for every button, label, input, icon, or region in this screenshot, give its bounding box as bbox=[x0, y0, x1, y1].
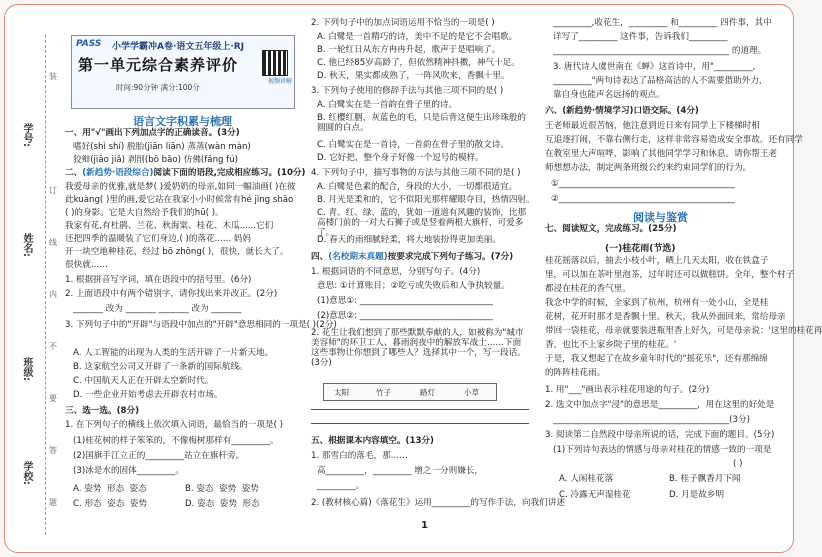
option[interactable]: B. 一轮红日从东方冉冉升起，歌声于是唱响了。 bbox=[317, 45, 501, 55]
answer-line[interactable]: (1)意思①: _______________________________ bbox=[317, 296, 493, 306]
question-1-title: 一、用"√"画出下列加点字的正确读音。(3分) bbox=[65, 128, 240, 138]
exam-sheet bbox=[4, 4, 822, 553]
exam-header bbox=[71, 35, 295, 109]
answer-line[interactable]: ②_________________________________________ bbox=[551, 194, 735, 204]
passage-line: 于是，我又想起了在故乡童年时代的"摇花乐"，还有那绵绵 bbox=[545, 354, 768, 364]
binding-mark: 要 bbox=[49, 394, 57, 403]
fill-line[interactable]: 高_________，_________ 增之一分则嫌长， bbox=[317, 466, 484, 476]
subquestion: 1. 根据拼音写字词，填在语段中的括号里。(6分) bbox=[65, 275, 252, 285]
option[interactable]: D. 它好把，整个身子好像一个逗号的模样。 bbox=[317, 153, 484, 163]
section-title: 语言文字积累与梳理 bbox=[133, 115, 232, 128]
option-word: 姿势 bbox=[241, 484, 259, 494]
question-2-title: 二、(新趋势·语段综合)阅读下面的语段,完成相应练习。(10分) bbox=[65, 168, 306, 178]
subquestion[interactable]: 2. 选文中加点字"浸"的意思是_________，用在这里的好处是 bbox=[545, 400, 775, 410]
school-label: 学校: bbox=[21, 461, 32, 485]
subquestion: 3. 下列句子中的"开辟"与语段中加点的"开辟"意思相同的一项是( )(2分) bbox=[65, 320, 337, 330]
option[interactable]: D. 秋天，果实都成熟了，一阵风吹来，香飘十里。 bbox=[317, 71, 510, 81]
word-choice[interactable]: 太阳 bbox=[334, 388, 349, 397]
page-title: 第一单元综合素养评价 bbox=[78, 56, 239, 74]
answer-line[interactable]: (2)意思②: _______________________________ bbox=[317, 311, 493, 321]
passage-line: 香，也比不上家乡院子里的桂花。' bbox=[545, 340, 677, 350]
binding-mark: 订 bbox=[49, 186, 57, 195]
word-choice-box bbox=[323, 383, 497, 401]
subquestion: 1. 根据词语的不同意思，分别写句子。(4分) bbox=[311, 267, 481, 277]
passage-end: 很快就…… bbox=[65, 260, 108, 270]
binding-line bbox=[45, 35, 46, 535]
subquestion: 2. 花生让我们想到了那些默默奉献的人，如被称为"城市美容师"的环卫工人、暮雨润夜中的解放军战士……下面这些事物让你想到了哪些人？选择其中一个，写一段话。(3分) bbox=[311, 328, 526, 368]
question-text: 靠自身也能声名远扬的观点。 bbox=[553, 90, 665, 100]
fill-line[interactable]: _________________________________________ 的道理。 bbox=[553, 46, 767, 56]
answer-rule[interactable] bbox=[311, 423, 529, 424]
option-word: 形态 bbox=[242, 499, 260, 509]
option[interactable]: A. 人工智能的出现为人类的生活开辟了一片新天地。 bbox=[73, 348, 274, 358]
option[interactable] bbox=[73, 500, 147, 510]
subquestion: 1. 在下列句子的横线上依次填入词语，最恰当的一项是( ) bbox=[65, 420, 284, 430]
option[interactable]: D. 春天的雨细腻轻柔，将大地装扮得更加美丽。 bbox=[317, 235, 501, 245]
fill-line[interactable]: _________,收花生，_________ 和_________ 四件事，其中 bbox=[553, 18, 772, 28]
passage-line: 我念中学的时候，全家到了杭州，杭州有一处小山，全是桂 bbox=[545, 298, 769, 308]
passage-line: 我家有花,有杜鹃、兰花、秋海棠、桂花、木瓜......它们 bbox=[65, 221, 274, 231]
option[interactable]: B. 桂子飘香月下闻 bbox=[669, 474, 741, 484]
option[interactable]: C. 中国航天人正在开辟太空新时代。 bbox=[73, 376, 214, 386]
option-word: 姿势 bbox=[219, 499, 237, 509]
question-4-text: 按要求完成下列句子练习。(7分) bbox=[387, 252, 514, 262]
word-choice[interactable]: 小草 bbox=[464, 388, 479, 397]
fill-line[interactable]: _________"两句诗表达了品格高洁的人不需要借助外力， bbox=[553, 76, 768, 86]
question-6-title: 六、(新趋势·情境学习)口语交际。(4分) bbox=[545, 106, 699, 116]
binding-mark: 答 bbox=[49, 446, 57, 455]
binding-mark: 装 bbox=[49, 72, 57, 81]
binding-mark: 线 bbox=[49, 238, 57, 247]
option[interactable]: C. 他已经85岁高龄了，但依然精神抖擞，神气十足。 bbox=[317, 58, 520, 68]
subquestion: 3. 阅读第二自然段中母亲所说的话，完成下面的题目。(5分) bbox=[545, 430, 775, 440]
option[interactable]: D. 一些企业开始考虑去开辟农村市场。 bbox=[73, 390, 223, 400]
answer-line[interactable]: _______ 改为 _______ _______ 改为 _______ bbox=[73, 304, 242, 314]
option-label: B. 姿态 bbox=[185, 484, 214, 494]
option[interactable] bbox=[73, 485, 147, 495]
option[interactable]: A. 人闲桂花落 bbox=[559, 474, 614, 484]
question-2-text: 阅读下面的语段,完成相应练习。(10分) bbox=[153, 168, 306, 178]
answer-bracket[interactable]: ( ) bbox=[733, 459, 743, 469]
binding-mark: 题 bbox=[49, 498, 57, 507]
question-4-title: 四、(名校期末真题)按要求完成下列句子练习。(7分) bbox=[311, 252, 514, 262]
series-title: 小学学霸冲A卷·语文五年级上·RJ bbox=[112, 42, 245, 52]
fill-line[interactable]: 2. (教材核心篇)《落花生》运用_________的写作手法，向我们讲述 bbox=[311, 498, 565, 508]
option[interactable]: C. 青、红、绿、蓝的，犹如一道道有风趣的装饰，比那高楼门前的一对大石狮子或是竖着两根大旗杆，可爱多了。 bbox=[317, 208, 527, 238]
option[interactable] bbox=[185, 485, 259, 495]
option-word: 姿态 bbox=[129, 484, 147, 494]
option-word: 形态 bbox=[106, 484, 125, 494]
option[interactable]: B. 这家航空公司又开辟了一条新的国际航线。 bbox=[73, 362, 248, 372]
question-3-title: 三、选一选。(8分) bbox=[65, 406, 139, 416]
page-number: 1 bbox=[421, 520, 428, 531]
qr-code-icon[interactable] bbox=[262, 50, 288, 76]
word-choice[interactable]: 路灯 bbox=[420, 388, 435, 397]
option[interactable]: D. 月是故乡明 bbox=[669, 490, 725, 500]
binding-mark: 内 bbox=[49, 290, 57, 299]
passage-line: ( )的身影。它是大自然给予我们的hū( )。 bbox=[65, 208, 224, 218]
question-tag: (新趋势·语段综合) bbox=[82, 168, 154, 178]
passage-line: 桂花摇落以后，抽去小枝小叶，晒上几天太阳，收在铁盒子 bbox=[545, 256, 769, 266]
fill-line[interactable]: 详写了_________ 这件事，告诉我们_________ bbox=[553, 32, 728, 42]
option[interactable] bbox=[185, 500, 260, 510]
question-5-title: 五、根据课本内容填空。(13分) bbox=[311, 436, 434, 446]
class-label: 班级: bbox=[21, 357, 32, 381]
context-line: 师想想办法，制定两条班级公约来约束同学们的行为。 bbox=[545, 163, 752, 173]
passage-line: 的阵阵桂花雨。 bbox=[545, 368, 606, 378]
qr-caption: 视频讲解 bbox=[267, 78, 292, 85]
student-number-label: 学号: bbox=[21, 123, 32, 147]
option-word: 姿势 bbox=[219, 484, 237, 494]
passage-line: 开一块空地种桂花，经过 bō zhǒng( )，很快，就长大了。 bbox=[65, 247, 289, 257]
name-label: 姓名: bbox=[21, 233, 32, 257]
context-line: 王老师最近很苦恼，他注意到近日来有同学上下楼梯时相 bbox=[545, 121, 760, 131]
option[interactable]: C. 冷露无声湿桂花 bbox=[559, 490, 631, 500]
passage-line: 里，可以加在茶叶里泡茶，过年时还可以做糕饼。全年，整个村子 bbox=[545, 270, 795, 280]
word-choice[interactable]: 竹子 bbox=[376, 388, 391, 397]
fill-line[interactable]: (1)桂花树的样子笨笨的，不像梅树那样有_________。 bbox=[73, 436, 279, 446]
question-text: 2. 下列句子中的加点词语运用不恰当的一项是( ) bbox=[311, 18, 495, 28]
question-text: 4. 下列句子中，描写事物的方法与其他三项不同的是( ) bbox=[311, 168, 521, 178]
question-1-row: 嗜好(shì shí) 脱胎(jiān liān) 蒸蒸(wàn màn) bbox=[73, 142, 251, 152]
option[interactable]: C. 白鹭实在是一首诗，一首韵在骨子里的散文诗。 bbox=[317, 140, 509, 150]
question-tag: (名校期末真题) bbox=[328, 252, 388, 262]
passage-line: 此kuàng( )里的画,爱它站在我家小小时候常有hé jìng shāo bbox=[65, 195, 294, 205]
fill-line[interactable]: _________。 bbox=[317, 481, 365, 491]
passage-title: (一)桂花雨(节选) bbox=[605, 244, 676, 254]
fill-line[interactable]: 1. 那雪白的落毛，那…… bbox=[311, 451, 408, 461]
passage-line: 花树，花开时那才是香飘十里。秋天，我从外面回来，常给母亲 bbox=[545, 312, 786, 322]
section-title: 阅读与鉴赏 bbox=[633, 211, 688, 224]
subquestion-item: 意思: ①计算账目；②吃亏或失败后和人争执较量。 bbox=[317, 281, 510, 291]
subquestion: (1)下列诗句表达的情感与母亲对桂花的情感一致的一项是 bbox=[553, 445, 772, 455]
answer-line[interactable]: _________________________________________(3分) bbox=[553, 415, 750, 425]
option[interactable]: A. 白鹭是一首精巧的诗，美中不足的是它不会唱歌。 bbox=[317, 32, 518, 42]
question-text: 3. 下列句子使用的修辞手法与其他三项不同的是( ) bbox=[311, 86, 504, 96]
passage-line: 都浸在桂花的香气里。 bbox=[545, 284, 631, 294]
passage-line: 还把四季的温暖装了它们身边,( )的落花...... 妈妈 bbox=[65, 234, 251, 244]
context-line: 在教室里大声喧哗，影响了其他同学学习和休息。请你帮王老 bbox=[545, 149, 778, 159]
option[interactable]: A. 白鹭实在是一首韵在骨子里的诗。 bbox=[317, 100, 458, 110]
passage-line: 带回一袋桂花，母亲就要装进瓶里香上好久，可是母亲说：'这里的桂花再 bbox=[545, 326, 822, 336]
answer-line[interactable]: ①_________________________________________ bbox=[551, 179, 735, 189]
option-label: D. 姿态 bbox=[185, 499, 215, 509]
binding-mark: 不 bbox=[49, 342, 57, 351]
fill-line[interactable]: (2)国旗手江立正的_________站立在旗杆旁。 bbox=[73, 451, 245, 461]
question-1-row: 狡辩(jiǎo jiǎ) 剥削(bō bāo) 仿佛(fǎng fú) bbox=[73, 155, 239, 165]
option[interactable]: B. 红樱红胭，灰蓝色的毛，只是后背这便生出珍珠般的圆圆的白点。 bbox=[317, 113, 527, 133]
brand-logo: PASS bbox=[76, 39, 102, 49]
subquestion: 1. 用"___"画出表示桂花用途的句子。(2分) bbox=[545, 385, 710, 395]
option-label: C. 形态 bbox=[73, 499, 102, 509]
question-7-title: 七、阅读短文，完成练习。(25分) bbox=[545, 224, 677, 234]
option-word: 姿态 bbox=[107, 499, 125, 509]
fill-line[interactable]: 3. 唐代诗人虞世南在《蝉》这首诗中，用"_________, bbox=[553, 62, 756, 72]
option-label: A. 姿势 bbox=[73, 484, 102, 494]
subquestion: 2. 上面语段中有两个错别字，请你找出来并改正。(2分) bbox=[65, 289, 278, 299]
option[interactable]: A. 白鹭是色素的配合，身段的大小，一切都很适宜。 bbox=[317, 182, 518, 192]
option[interactable]: B. 月光是柔和的，它不似阳光那样耀眼夺目，热情四射。 bbox=[317, 195, 535, 205]
fill-line[interactable]: (3)冰是水的固体_________。 bbox=[73, 466, 185, 476]
context-line: 互追逐打闹，不靠右侧行走，这样非常容易造成安全事故。还有同学 bbox=[545, 135, 803, 145]
exam-meta: 时间:90分钟 满分:100分 bbox=[116, 83, 200, 92]
answer-rule[interactable] bbox=[311, 409, 529, 410]
option-word: 姿势 bbox=[129, 499, 147, 509]
passage-line: 我爱母亲的优雅,就是梦( )爱奶奶的母亲,如同一幅油画( )在彼 bbox=[65, 182, 296, 192]
